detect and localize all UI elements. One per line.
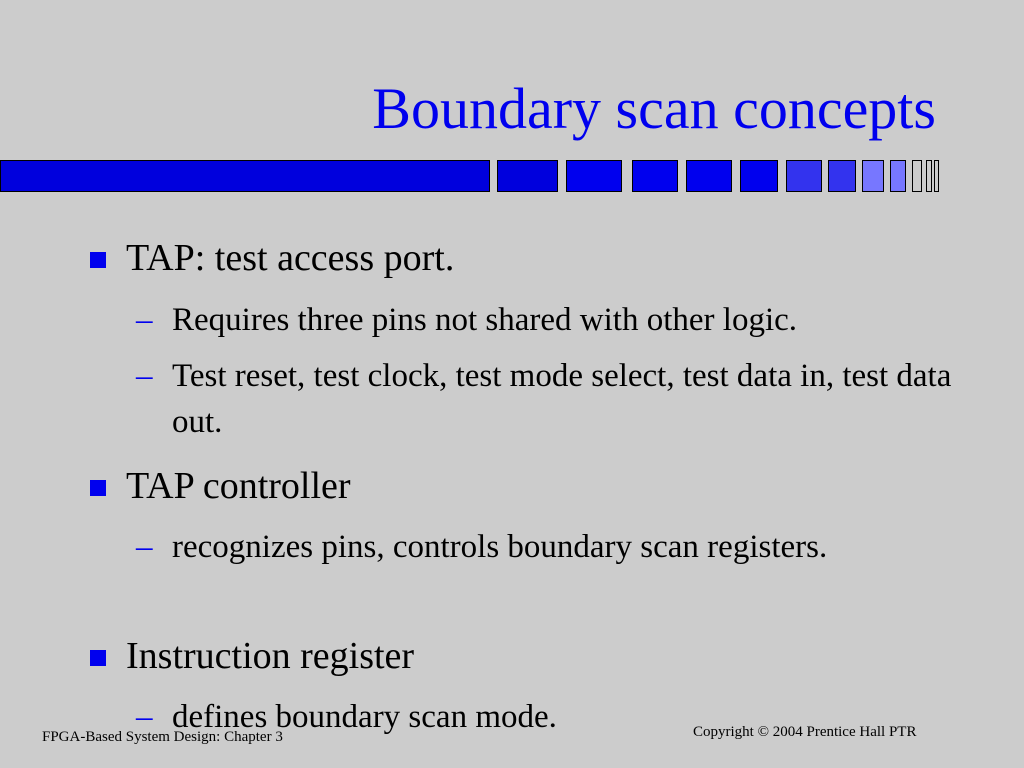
dash-icon: – xyxy=(136,699,153,735)
bullet-text: TAP controller xyxy=(126,465,351,507)
dash-icon: – xyxy=(136,358,153,394)
footer-copyright: Copyright © 2004 Prentice Hall PTR xyxy=(693,724,917,740)
footer-chapter: FPGA-Based System Design: Chapter 3 xyxy=(42,729,283,745)
square-bullet-icon xyxy=(90,480,106,496)
slide-title: Boundary scan concepts xyxy=(372,76,936,141)
sub-bullet-text: Requires three pins not shared with other logic. xyxy=(172,302,798,338)
dash-icon: – xyxy=(136,529,153,565)
sub-bullet-text: recognizes pins, controls boundary scan registers. xyxy=(172,529,828,565)
sub-bullet-text: defines boundary scan mode. xyxy=(172,699,557,735)
square-bullet-icon xyxy=(90,252,106,268)
square-bullet-icon xyxy=(90,650,106,666)
bullet-text: Instruction register xyxy=(126,635,415,677)
bullet-text: TAP: test access port. xyxy=(126,237,455,279)
sub-bullet-text: Test reset, test clock, test mode select, test data in, test data out. xyxy=(172,358,952,440)
dash-icon: – xyxy=(136,302,153,338)
